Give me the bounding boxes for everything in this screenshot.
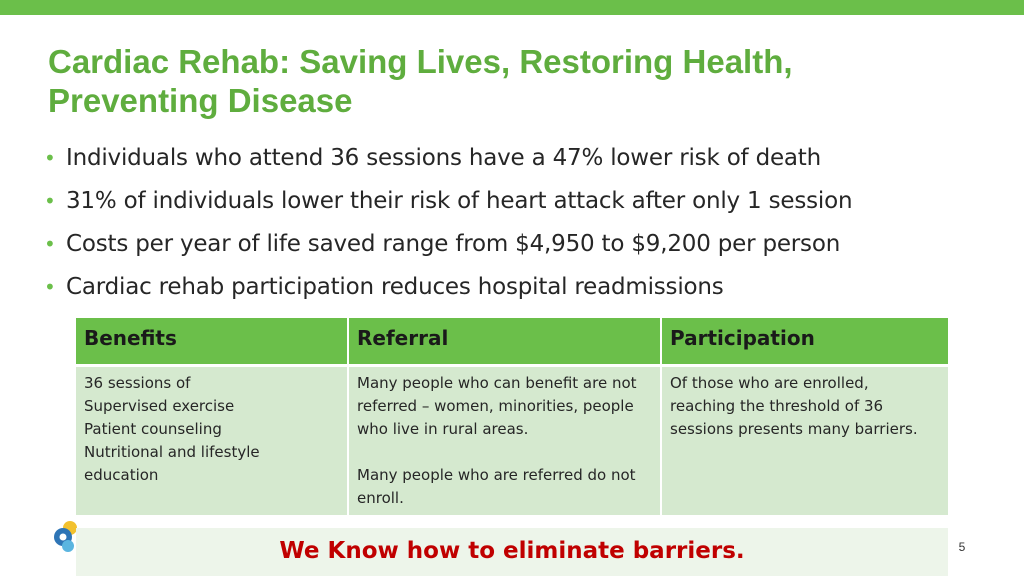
paragraph-gap [357, 441, 652, 464]
bullet-item [44, 181, 852, 224]
bullet-item [44, 138, 852, 181]
cell-line: education [84, 465, 159, 484]
slide-title-line-1: Cardiac Rehab: Saving Lives, Restoring Health, [48, 43, 793, 80]
cell-line: reaching the threshold of 36 [670, 396, 884, 415]
multicolor-circle-logo-icon [52, 518, 78, 558]
bullet-text: Costs per year of life saved range from $4,950 to $9,200 per person [66, 231, 841, 257]
bullet-text: 31% of individuals lower their risk of heart attack after only 1 session [66, 188, 853, 214]
bullet-dot-icon: • [44, 146, 56, 170]
benefits-cell [76, 365, 348, 516]
bullet-list [44, 138, 852, 310]
header-benefits: Benefits [76, 318, 348, 365]
cell-line: who live in rural areas. [357, 419, 529, 438]
cell-line: enroll. [357, 488, 404, 507]
bullet-text: Cardiac rehab participation reduces hospital readmissions [66, 274, 724, 300]
cell-line: Of those who are enrolled, [670, 373, 869, 392]
bullet-item [44, 267, 852, 310]
barriers-table [76, 318, 948, 517]
cell-line: Nutritional and lifestyle [84, 442, 260, 461]
header-referral: Referral [348, 318, 661, 365]
page-number: 5 [958, 540, 966, 554]
slide-title-line-2: Preventing Disease [48, 82, 353, 119]
table-row [76, 365, 948, 516]
bullet-text: Individuals who attend 36 sessions have a 47% lower risk of death [66, 145, 822, 171]
slide-title [48, 42, 948, 120]
cell-line: sessions presents many barriers. [670, 419, 918, 438]
cell-line: Supervised exercise [84, 396, 235, 415]
bullet-dot-icon: • [44, 232, 56, 256]
barriers-banner: We Know how to eliminate barriers. [76, 528, 948, 576]
header-participation: Participation [661, 318, 948, 365]
bullet-item [44, 224, 852, 267]
cell-line: Patient counseling [84, 419, 222, 438]
cell-line: Many people who are referred do not [357, 465, 636, 484]
cell-line: 36 sessions of [84, 373, 191, 392]
cell-line: Many people who can benefit are not [357, 373, 637, 392]
cell-line: referred – women, minorities, people [357, 396, 634, 415]
bullet-dot-icon: • [44, 275, 56, 299]
top-accent-bar [0, 0, 1024, 15]
referral-cell [348, 365, 661, 516]
table-header-row [76, 318, 948, 365]
participation-cell [661, 365, 948, 516]
bullet-dot-icon: • [44, 189, 56, 213]
